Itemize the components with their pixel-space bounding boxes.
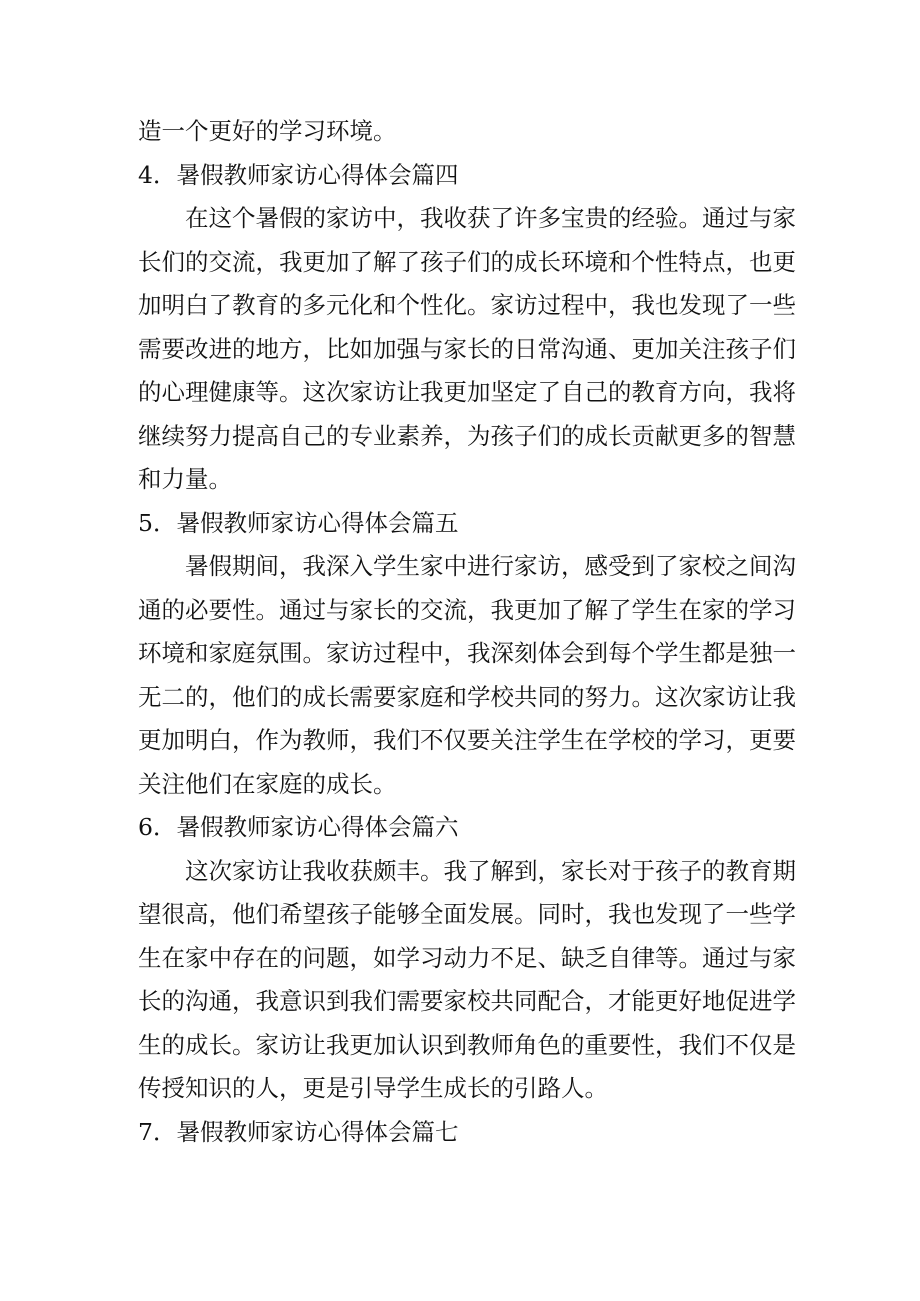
text-line: 这次家访让我收获颇丰。我了解到，家长对于孩子的教育期 [185, 856, 796, 885]
text-line: 生的成长。家访让我更加认识到教师角色的重要性，我们不仅是 [138, 1030, 796, 1059]
text-line: 望很高，他们希望孩子能够全面发展。同时，我也发现了一些学 [138, 900, 796, 928]
section-heading-4: 4．暑假教师家访心得体会篇四 [138, 160, 459, 189]
paragraph-section-5 [138, 545, 796, 806]
text-line: 长的沟通，我意识到我们需要家校共同配合，才能更好地促进学 [138, 987, 796, 1015]
text-line: 传授知识的人，更是引导学生成长的引路人。 [138, 1074, 608, 1102]
text-line: 加明白了教育的多元化和个性化。家访过程中，我也发现了一些 [138, 291, 796, 319]
paragraph-continuation [138, 110, 788, 154]
text-line: 暑假期间，我深入学生家中进行家访，感受到了家校之间沟 [185, 552, 796, 580]
text-line: 无二的，他们的成长需要家庭和学校共同的努力。这次家访让我 [138, 682, 796, 711]
text-line: 和力量。 [138, 465, 232, 493]
text-line: 更加明白，作为教师，我们不仅要关注学生在学校的学习，更要 [138, 726, 796, 754]
text-line: 通的必要性。通过与家长的交流，我更加了解了学生在家的学习 [138, 595, 796, 624]
text-line: 的心理健康等。这次家访让我更加坚定了自己的教育方向，我将 [138, 378, 796, 406]
text-line: 需要改进的地方，比如加强与家长的日常沟通、更加关注孩子们 [138, 334, 796, 363]
section-heading-7: 7．暑假教师家访心得体会篇七 [138, 1117, 459, 1146]
text-line: 长们的交流，我更加了解了孩子们的成长环境和个性特点，也更 [138, 247, 796, 276]
document-page [138, 110, 796, 1154]
text-line: 在这个暑假的家访中，我收获了许多宝贵的经验。通过与家 [185, 204, 796, 232]
paragraph-section-6 [138, 850, 796, 1111]
text-line: 继续努力提高自己的专业素养，为孩子们的成长贡献更多的智慧 [138, 421, 796, 450]
section-heading-6: 6．暑假教师家访心得体会篇六 [138, 813, 459, 841]
text-line: 关注他们在家庭的成长。 [138, 769, 397, 798]
paragraph-section-4 [138, 197, 796, 502]
text-line: 环境和家庭氛围。家访过程中，我深刻体会到每个学生都是独一 [138, 639, 796, 667]
text-line: 生在家中存在的问题，如学习动力不足、缺乏自律等。通过与家 [138, 943, 796, 972]
text-line: 造一个更好的学习环境。 [138, 117, 397, 145]
section-heading-5: 5．暑假教师家访心得体会篇五 [138, 508, 459, 537]
